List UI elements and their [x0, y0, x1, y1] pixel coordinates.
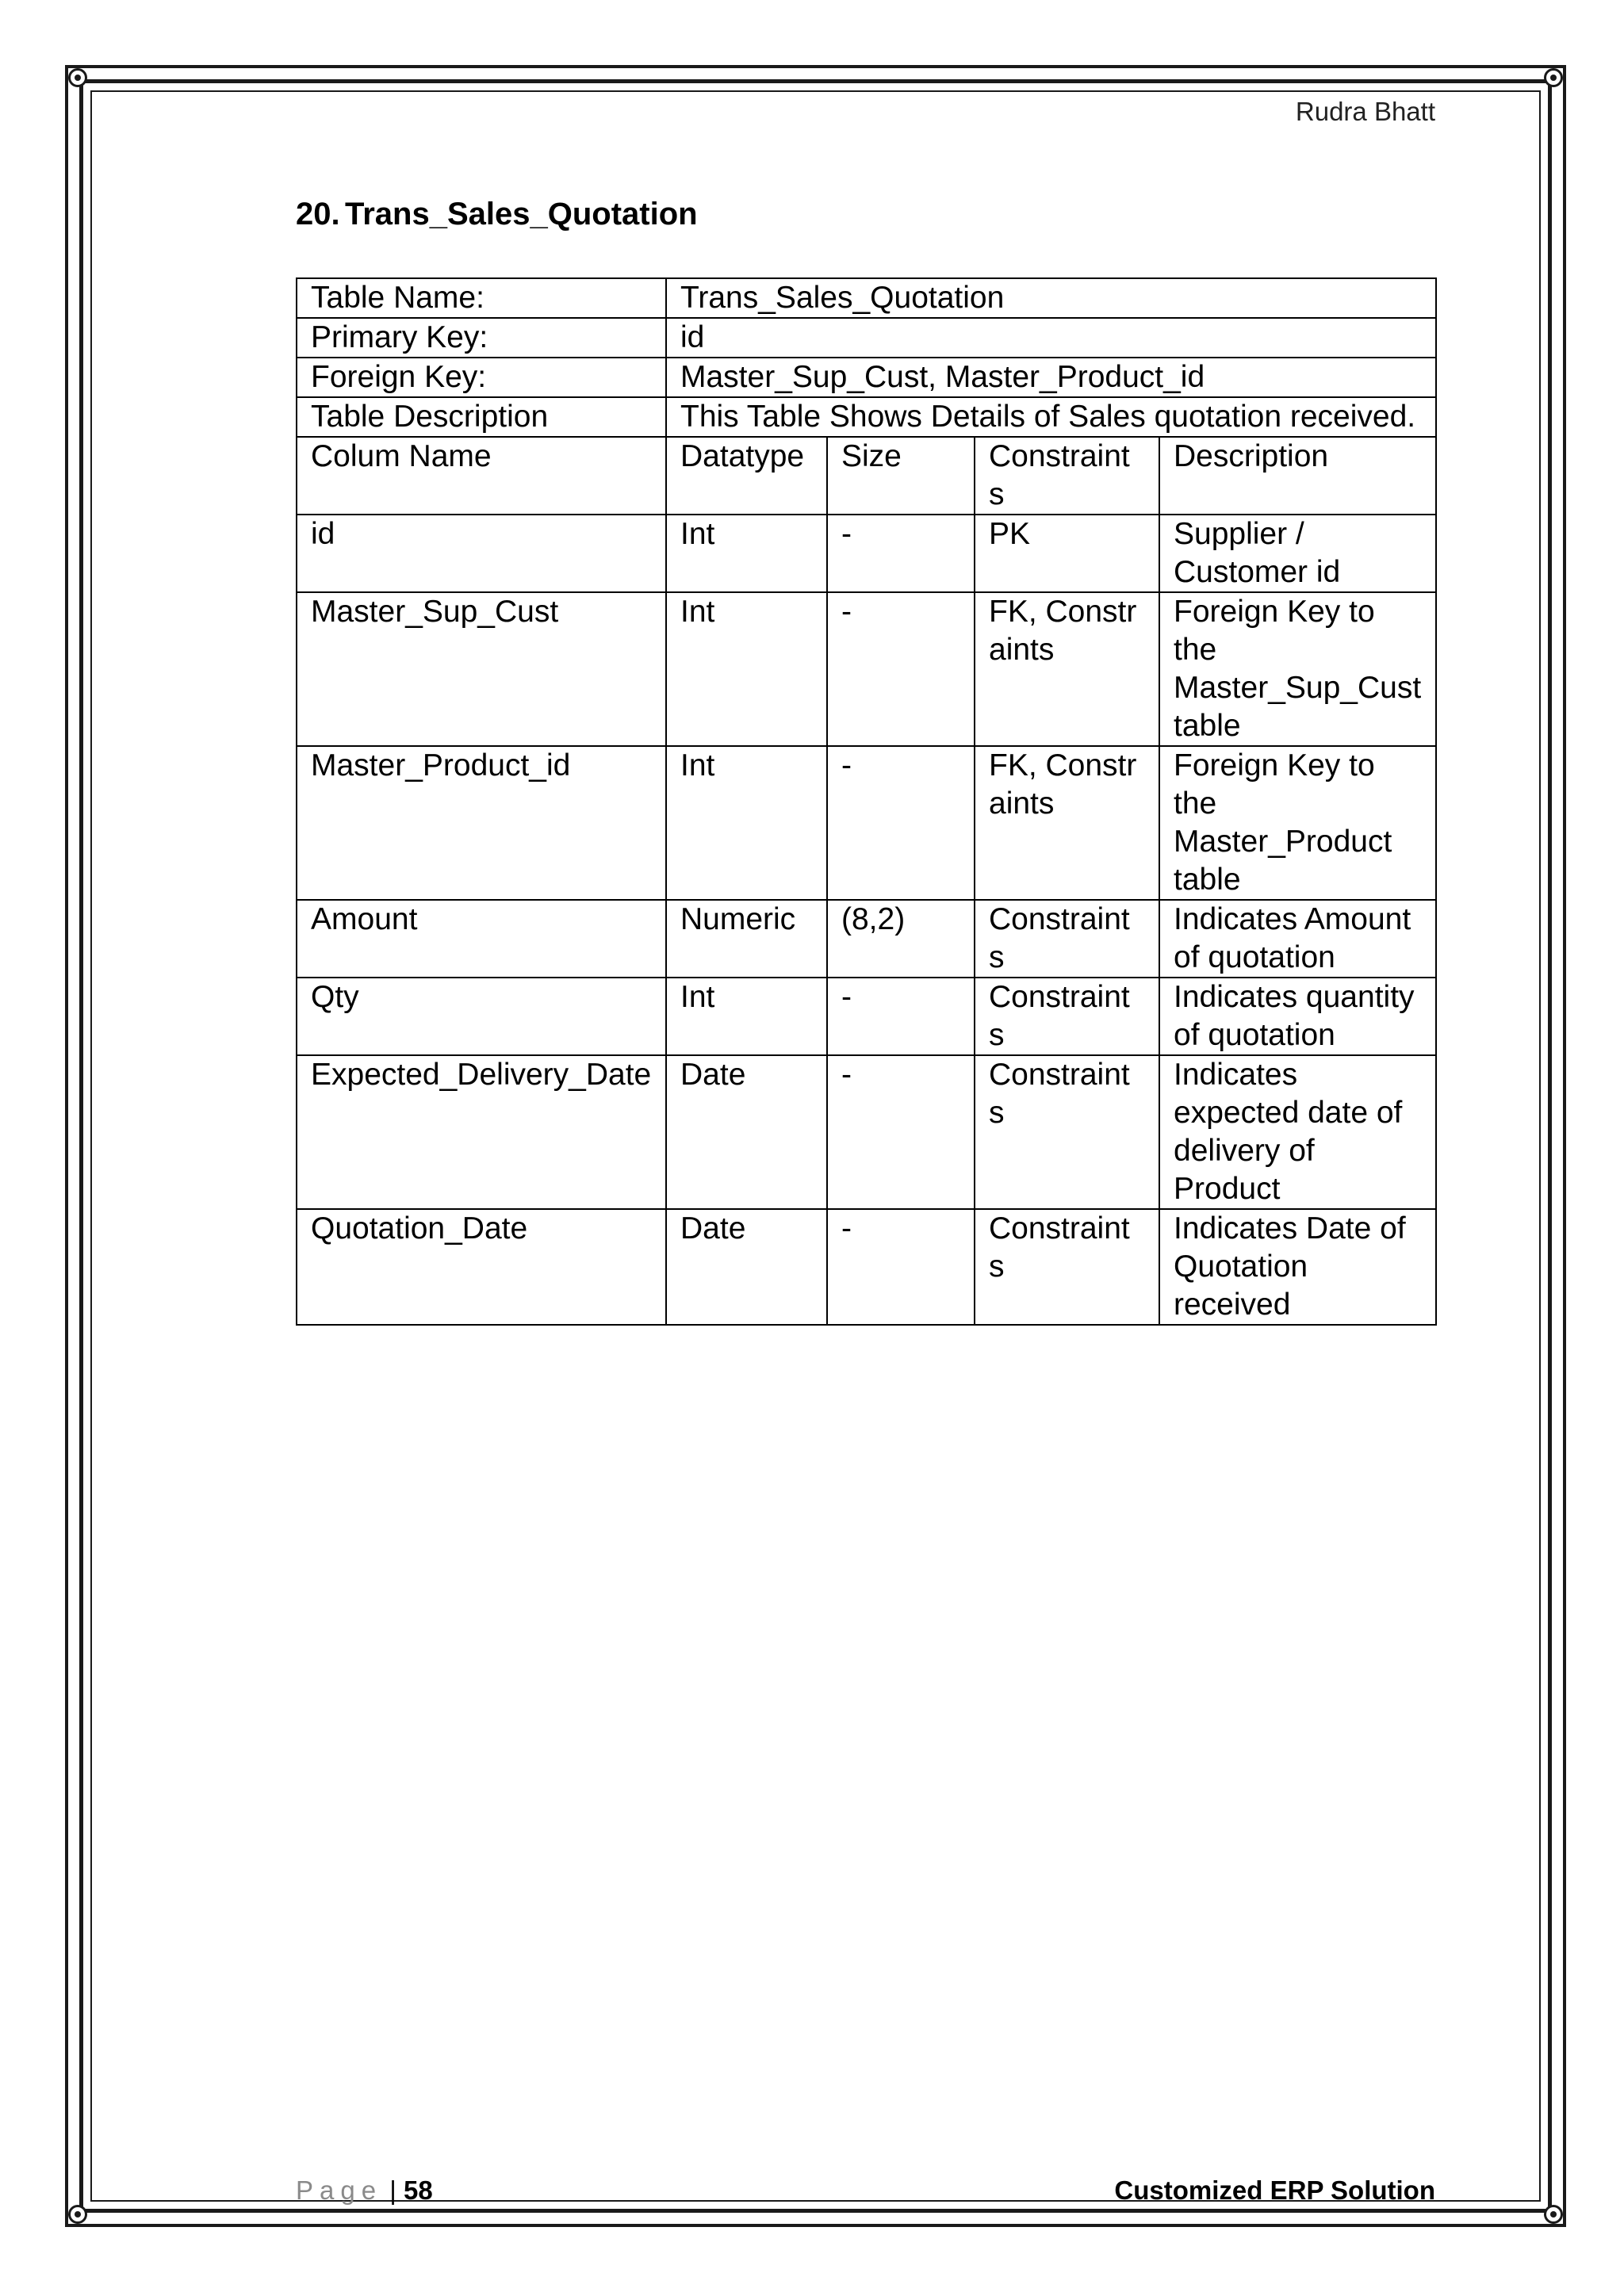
table-row [297, 592, 1436, 746]
table-row [297, 515, 1436, 592]
cell-datatype: Date [666, 1209, 827, 1325]
corner-ornament-icon [1544, 2205, 1563, 2224]
table-row [297, 900, 1436, 978]
cell-datatype: Int [666, 592, 827, 746]
page-word: Page [296, 2175, 383, 2205]
cell-constraints: Constraints [975, 900, 1159, 978]
table-description-value: This Table Shows Details of Sales quotation received. [666, 397, 1436, 437]
cell-column-name: Master_Product_id [297, 746, 666, 900]
cell-constraints: FK, Constraints [975, 592, 1159, 746]
cell-constraints: Constraints [975, 1209, 1159, 1325]
corner-ornament-icon [1544, 68, 1563, 87]
cell-column-name: Amount [297, 900, 666, 978]
cell-size: - [827, 746, 975, 900]
table-description-row [297, 397, 1436, 437]
header-description: Description [1159, 437, 1436, 515]
table-name-value: Trans_Sales_Quotation [666, 278, 1436, 318]
table-name-row [297, 278, 1436, 318]
cell-datatype: Numeric [666, 900, 827, 978]
cell-size: - [827, 1209, 975, 1325]
cell-size: - [827, 978, 975, 1055]
page-number: 58 [404, 2175, 433, 2205]
corner-ornament-icon [68, 68, 87, 87]
page-separator: | [389, 2175, 396, 2205]
cell-description: Foreign Key to the Master_Sup_Cust table [1159, 592, 1436, 746]
cell-datatype: Int [666, 515, 827, 592]
table-name-label: Table Name: [297, 278, 666, 318]
cell-column-name: Qty [297, 978, 666, 1055]
table-row [297, 1209, 1436, 1325]
cell-size: - [827, 515, 975, 592]
cell-size: (8,2) [827, 900, 975, 978]
header-size: Size [827, 437, 975, 515]
cell-description: Indicates Date of Quotation received [1159, 1209, 1436, 1325]
primary-key-row [297, 318, 1436, 358]
header-constraints: Constraints [975, 437, 1159, 515]
cell-description: Supplier / Customer id [1159, 515, 1436, 592]
section-heading [296, 197, 698, 232]
cell-description: Indicates quantity of quotation [1159, 978, 1436, 1055]
footer-document-title: Customized ERP Solution [1114, 2175, 1435, 2205]
header-column-name: Colum Name [297, 437, 666, 515]
cell-description: Foreign Key to the Master_Product table [1159, 746, 1436, 900]
cell-constraints: FK, Constraints [975, 746, 1159, 900]
table-row [297, 1055, 1436, 1209]
table-description-label: Table Description [297, 397, 666, 437]
table-row [297, 746, 1436, 900]
section-title: Trans_Sales_Quotation [345, 197, 698, 232]
foreign-key-label: Foreign Key: [297, 358, 666, 397]
cell-constraints: PK [975, 515, 1159, 592]
cell-column-name: Expected_Delivery_Date [297, 1055, 666, 1209]
primary-key-label: Primary Key: [297, 318, 666, 358]
page-footer-number [296, 2175, 433, 2206]
cell-column-name: id [297, 515, 666, 592]
cell-description: Indicates expected date of delivery of Product [1159, 1055, 1436, 1209]
cell-size: - [827, 592, 975, 746]
header-datatype: Datatype [666, 437, 827, 515]
cell-datatype: Date [666, 1055, 827, 1209]
foreign-key-row [297, 358, 1436, 397]
cell-datatype: Int [666, 746, 827, 900]
table-row [297, 978, 1436, 1055]
cell-column-name: Master_Sup_Cust [297, 592, 666, 746]
corner-ornament-icon [68, 2205, 87, 2224]
cell-description: Indicates Amount of quotation [1159, 900, 1436, 978]
cell-column-name: Quotation_Date [297, 1209, 666, 1325]
cell-constraints: Constraints [975, 978, 1159, 1055]
cell-size: - [827, 1055, 975, 1209]
primary-key-value: id [666, 318, 1436, 358]
header-author: Rudra Bhatt [1295, 97, 1435, 126]
schema-table [296, 277, 1437, 1326]
cell-datatype: Int [666, 978, 827, 1055]
cell-constraints: Constraints [975, 1055, 1159, 1209]
foreign-key-value: Master_Sup_Cust, Master_Product_id [666, 358, 1436, 397]
column-header-row [297, 437, 1436, 515]
section-number: 20. [296, 197, 340, 232]
